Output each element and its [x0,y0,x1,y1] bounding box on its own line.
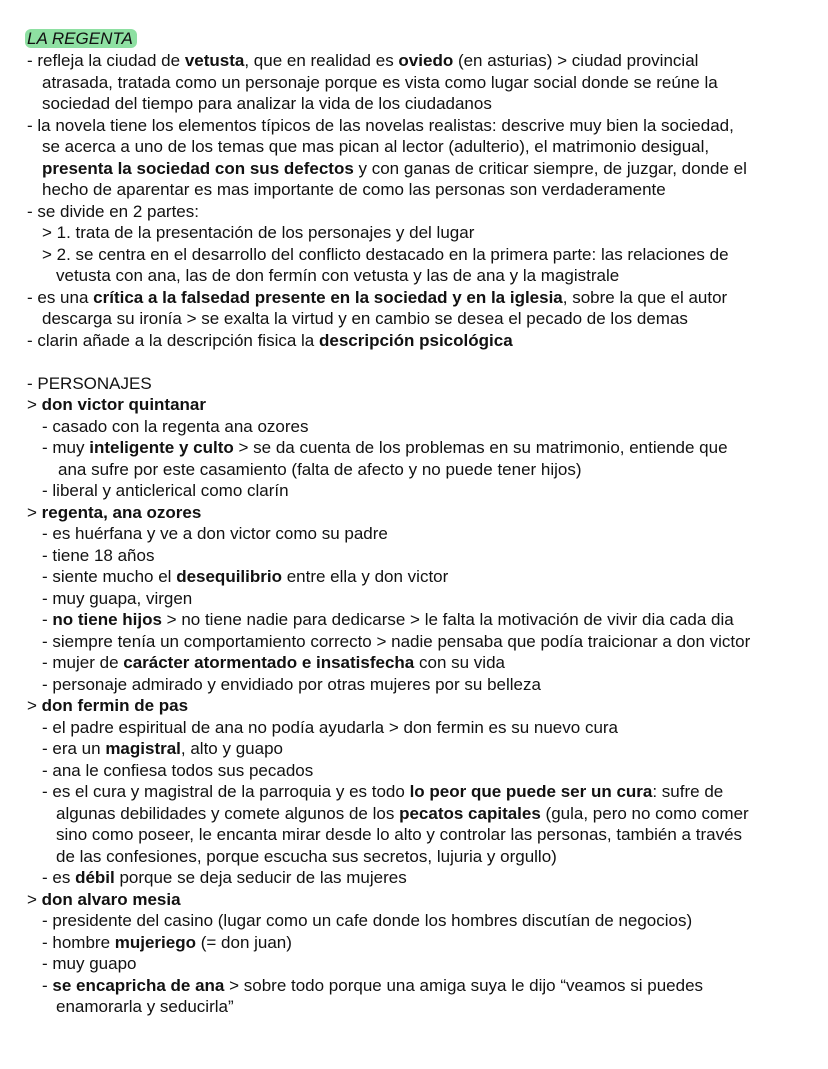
character-heading: > don alvaro mesia [27,889,181,909]
bold-phrase: carácter atormentado e insatisfecha [123,653,415,672]
bold-phrase: crítica a la falsedad presente en la sociedad y en la iglesia [93,287,563,307]
intro-line: presenta la sociedad con sus defectos y con ganas de criticar siempre, de juzgar, donde el [42,158,747,178]
bold-phrase: se encapricha de ana [52,975,225,995]
character-detail-line: - muy inteligente y culto > se da cuenta de los problemas en su matrimonio, entiende que [42,438,728,457]
intro-line: - es una crítica a la falsedad presente en la sociedad y en la iglesia, sobre la que el autor [27,287,728,307]
intro-line: > 2. se centra en el desarrollo del conflicto destacado en la primera parte: las relaciones de [42,244,729,264]
intro-line: sociedad del tiempo para analizar la vida de los ciudadanos [42,94,492,113]
character-detail-line: - era un magistral, alto y guapo [42,739,283,758]
intro-line: vetusta con ana, las de don fermín con vetusta y las de ana y la magistrale [56,266,620,285]
character-detail-line: - mujer de carácter atormentado e insatisfecha con su vida [42,653,505,672]
intro-line: atrasada, tratada como un personaje porque es vista como lugar social donde se reúne la [42,72,718,92]
intro-line: descarga su ironía > se exalta la virtud y en cambio se desea el pecado de los demas [42,309,688,328]
character-detail-line: - es huérfana y ve a don victor como su padre [42,524,388,543]
character-detail-line: enamorarla y seducirla” [56,997,234,1016]
bold-phrase: desequilibrio [176,567,282,586]
character-heading: > don victor quintanar [27,395,206,414]
bold-phrase: presenta la sociedad con sus defectos [42,158,354,178]
character-name: regenta, ana ozores [41,502,202,522]
character-detail-line: - es débil porque se deja seducir de las mujeres [42,868,407,887]
bold-phrase: débil [75,868,115,887]
bold-phrase: inteligente y culto [89,438,234,457]
character-detail-line: - no tiene hijos > no tiene nadie para dedicarse > le falta la motivación de vivir dia cada dia [42,610,734,629]
character-detail-line: - se encapricha de ana > sobre todo porque una amiga suya le dijo “veamos si puedes [42,975,704,995]
notes-page [27,28,817,1018]
section-gap [27,351,817,373]
character-detail-line: - siente mucho el desequilibrio entre ella y don victor [42,567,449,586]
bold-phrase: magistral [105,739,181,758]
bold-phrase: no tiene hijos [52,610,162,629]
character-heading: > regenta, ana ozores [27,502,202,522]
character-detail-line: - personaje admirado y envidiado por otras mujeres por su belleza [42,674,541,694]
character-detail-line: - casado con la regenta ana ozores [42,416,309,436]
intro-line: - refleja la ciudad de vetusta, que en realidad es oviedo (en asturias) > ciudad provincial [27,51,699,70]
intro-line: - clarin añade a la descripción fisica la descripción psicológica [27,330,513,350]
bold-phrase: descripción psicológica [318,330,513,350]
intro-line: - la novela tiene los elementos típicos de las novelas realistas: descrive muy bien la sociedad, [27,115,734,135]
character-detail-line: - hombre mujeriego (= don juan) [42,932,292,952]
intro-line: se acerca a uno de los temas que mas pican al lector (adulterio), el matrimonio desigual, [42,137,710,156]
bold-phrase: lo peor que puede ser un cura [409,782,653,801]
character-detail-line: - tiene 18 años [42,545,155,565]
bold-phrase: oviedo [398,51,454,70]
character-name: don victor quintanar [41,395,206,414]
characters-section [27,394,817,1018]
page-title: LA REGENTA [27,28,817,50]
character-detail-line: - liberal y anticlerical como clarín [42,481,289,500]
bold-phrase: mujeriego [114,932,196,952]
character-detail-line: - siempre tenía un comportamiento correcto > nadie pensaba que podía traicionar a don victor [42,631,751,651]
personajes-heading: - PERSONAJES [27,373,152,393]
intro-line: - se divide en 2 partes: [27,201,199,221]
intro-section [27,50,817,351]
character-detail-line: - el padre espiritual de ana no podía ayudarla > don fermin es su nuevo cura [42,717,619,737]
character-detail-line: sino como poseer, le encanta mirar desde lo alto y controlar las personas, también a través [56,825,743,844]
character-detail-line: - es el cura y magistral de la parroquia y es todo lo peor que puede ser un cura: sufre de [42,782,724,801]
character-detail-line: ana sufre por este casamiento (falta de afecto y no puede tener hijos) [58,459,582,479]
character-detail-line: algunas debilidades y comete algunos de los pecatos capitales (gula, pero no como comer [56,803,749,823]
bold-phrase: pecatos capitales [399,803,541,823]
character-name: don fermin de pas [41,696,189,715]
intro-line: hecho de aparentar es mas importante de como las personas son verdaderamente [42,180,666,199]
bold-phrase: vetusta [184,51,245,70]
character-heading: > don fermin de pas [27,696,189,715]
intro-line: > 1. trata de la presentación de los personajes y del lugar [42,223,475,242]
character-detail-line: de las confesiones, porque escucha sus secretos, lujuria y orgullo) [56,846,557,866]
character-detail-line: - ana le confiesa todos sus pecados [42,760,314,780]
character-detail-line: - presidente del casino (lugar como un cafe donde los hombres discutían de negocios) [42,911,693,930]
character-detail-line: - muy guapo [42,954,137,973]
character-detail-line: - muy guapa, virgen [42,588,193,608]
character-name: don alvaro mesia [41,889,181,909]
